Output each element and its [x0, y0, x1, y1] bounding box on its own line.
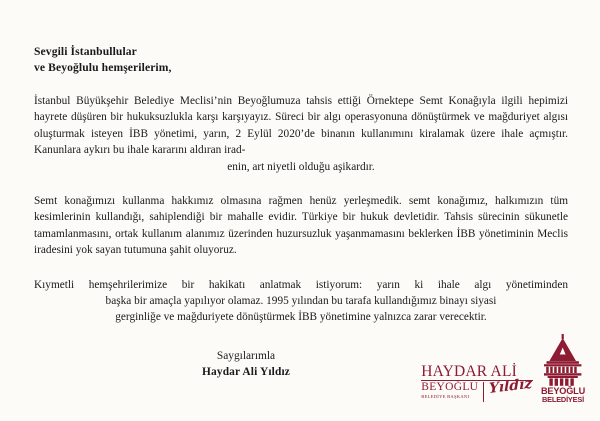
wordmark-bottom-row	[421, 375, 533, 402]
municipality-emblem	[538, 334, 588, 404]
wordmark-sub	[421, 382, 478, 400]
emblem-line-2: BELEDİYESİ	[542, 395, 584, 404]
signer-name: Haydar Ali Yıldız	[202, 366, 290, 379]
paragraph-1-body: İstanbul Büyükşehir Belediye Meclisi’nin Beyoğlumuza tahsis ettiği Örnektepe Semt Konağıyla ilgili hepimizi hayrete düşüren bir hukuksuzlukla karşı karşıyayız. Süreci bir algı operasyonuna dönüştürmek ve mağduriyet algısı oluşturmak isteyen İBB yönetimi, yarın, 2 Eylül 2020’de binanın kullanımını kiralamak üzere ihale açmıştır. Kanunlara aykırı bu ihale kararını aldıran irad-	[34, 95, 568, 157]
salutation	[34, 44, 568, 75]
closing-regards: Saygılarımla	[216, 349, 276, 362]
wordmark-district: BEYOĞLU	[421, 381, 479, 393]
paragraph-3-line-1: Kıymetli hemşehrilerimize bir hakikatı anlatmak istiyorum: yarın ki ihale algı yönetiminden	[34, 278, 568, 291]
logo-block	[421, 334, 588, 404]
handwritten-signature: Yıldız	[489, 375, 533, 398]
salutation-line-2: ve Beyoğlulu hemşerilerim,	[34, 60, 172, 74]
paragraph-3	[34, 277, 568, 326]
emblem-line-1: BEYOĞLU	[540, 386, 586, 396]
salutation-line-1: Sevgili İstanbullular	[34, 45, 137, 58]
paragraph-3-line-3: gerginliğe ve mağduriyete dönüştürmek İBB yönetimine yalnızca zarar verecektir.	[115, 311, 487, 324]
wordmark-name: HAYDAR ALİ	[421, 362, 517, 380]
wordmark-divider	[483, 382, 484, 402]
paragraph-1	[34, 93, 568, 175]
mayor-wordmark	[421, 364, 533, 404]
paragraph-2: Semt konağımızı kullanma hakkımız olmasına rağmen henüz yerleşmedik. semt konağımız, halkımızın tüm kesimlerinin kullandığı, sahiplendiği bir mahalle evidir. Türkiye bir hukuk devletidir. Tahsis sürecinin sükunetle tamamlanmasını, ortak kullanım alanımız üzerinden huzursuzluk yaşanmamasını beklerken İBB yönetiminin Meclis iradesini yok sayan tutumuna şahit oluyoruz.	[34, 195, 568, 257]
paragraph-1-tail: enin, art niyetli olduğu aşikardır.	[227, 160, 375, 173]
paragraph-3-line-2: başka bir amaçla yapılıyor olamaz. 1995 yılından bu tarafa kullandığımız binayı siyasi	[105, 295, 497, 308]
galata-tower-icon	[539, 334, 587, 386]
wordmark-role: BELEDİYE BAŞKANI	[421, 394, 470, 399]
emblem-text	[541, 387, 585, 404]
